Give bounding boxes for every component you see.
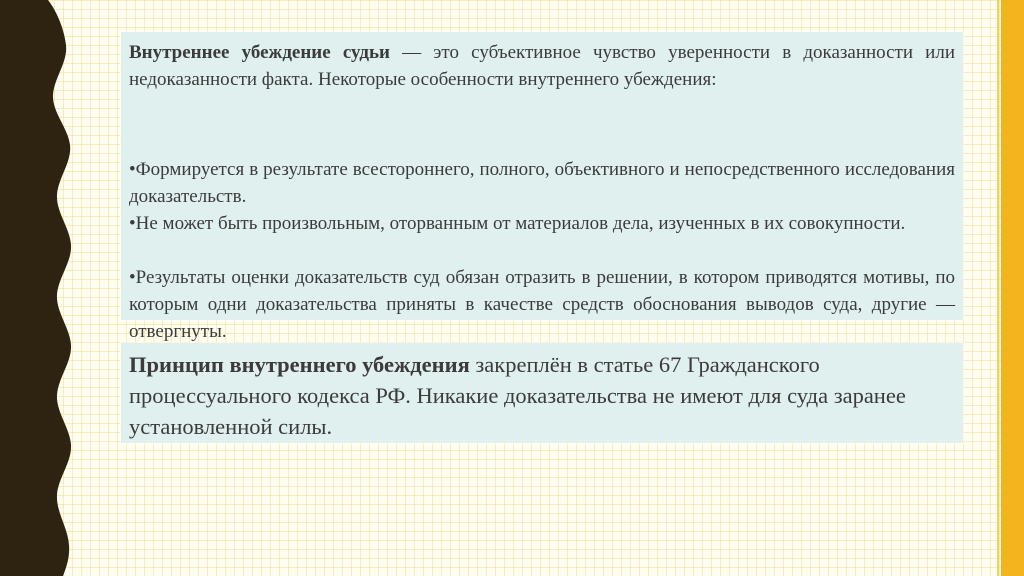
right-accent-line — [997, 0, 999, 576]
definition-paragraph — [129, 39, 955, 93]
wavy-left-border — [0, 0, 80, 576]
principle-term: Принцип внутреннего убеждения — [129, 352, 470, 377]
bullet-item-1: •Формируется в результате всестороннего, полного, объективного и непосредственного исследования доказательств. — [129, 159, 955, 207]
definition-text: — это субъективное чувство уверенности в доказанности или недоказанности факта. Некоторые особенности внутреннего убеждения: — [129, 42, 956, 90]
bullet-item-2: •Не может быть произвольным, оторванным от материалов дела, изученных в их совокупности. — [129, 213, 906, 234]
principle-text: закреплён в статье 67 Гражданского процессуального кодекса РФ. Никакие доказательства не имеют для суда заранее установленной силы. — [129, 352, 906, 439]
bullet-item-3: •Результаты оценки доказательств суд обязан отразить в решении, в котором приводятся мотивы, по которым одни доказательства приняты в качестве средств обоснования выводов суда, другие — отвергнуты. — [129, 267, 955, 342]
right-accent-bar — [1001, 0, 1024, 576]
principle-text-box — [121, 343, 963, 443]
term-bold: Внутреннее убеждение судьи — [129, 42, 390, 63]
judge-conviction-text-box — [121, 32, 963, 342]
principle-paragraph — [129, 349, 933, 442]
